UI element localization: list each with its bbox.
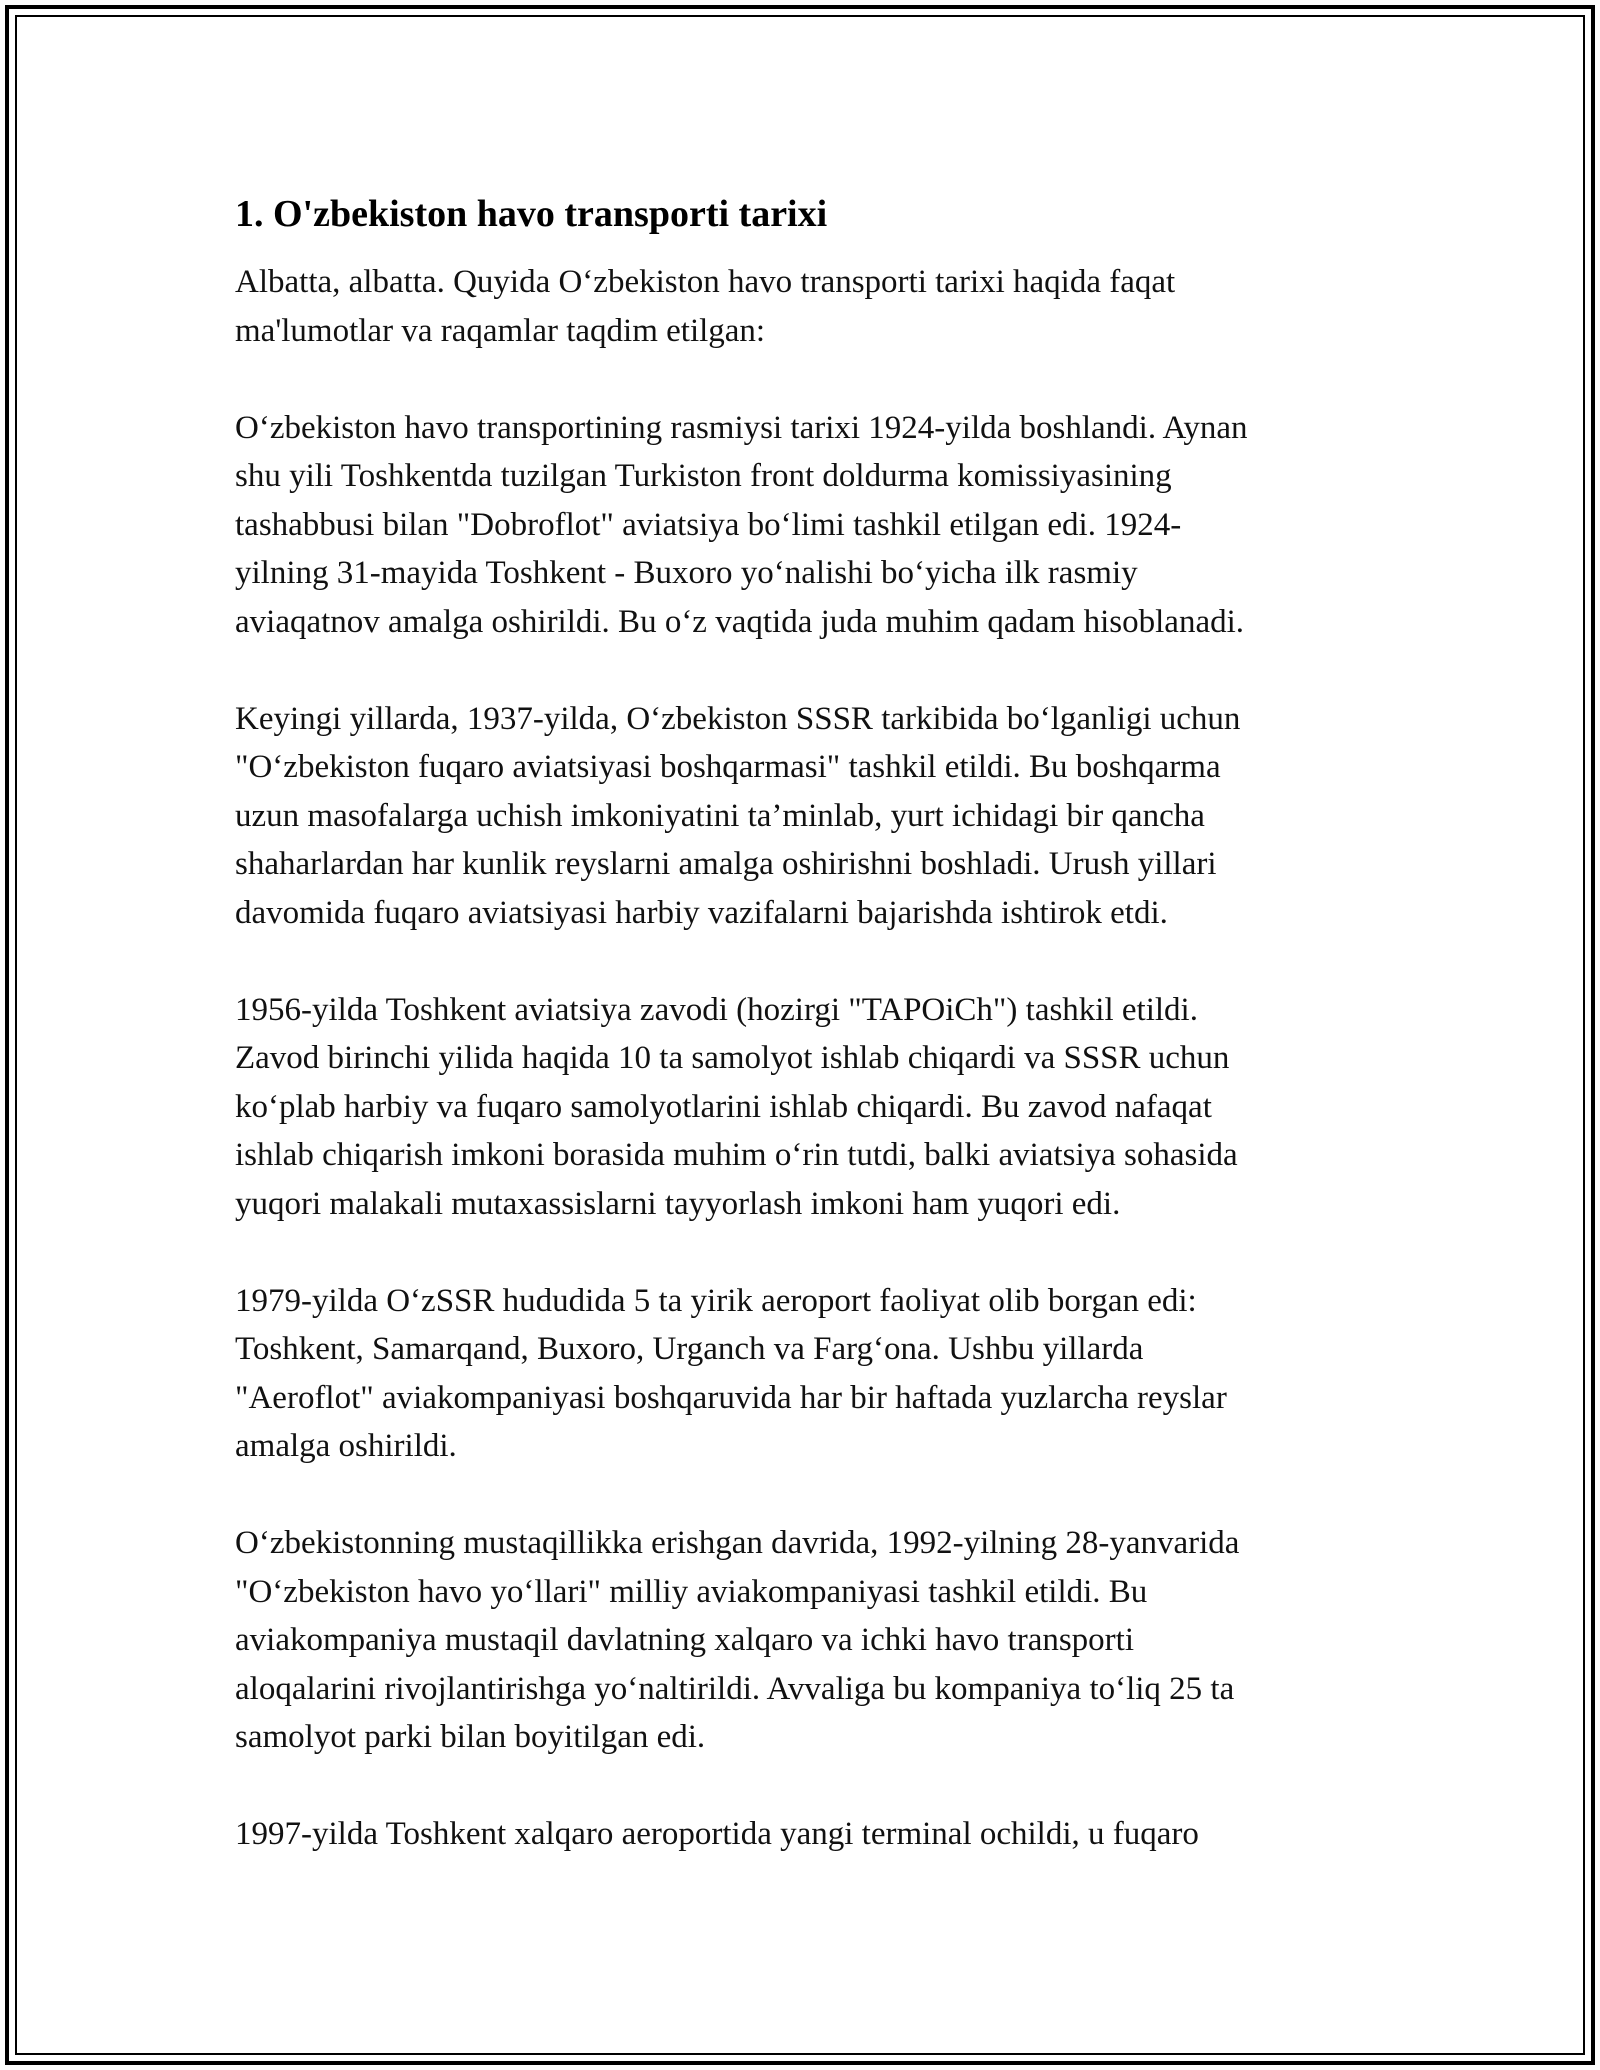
text-line: ishlab chiqarish imkoni borasida muhim o‘rin tutdi, balki aviatsiya sohasida	[235, 1137, 1238, 1173]
paragraph-1937	[235, 695, 1375, 938]
text-line: "O‘zbekiston havo yo‘llari" milliy aviakompaniyasi tashkil etildi. Bu	[235, 1573, 1148, 1610]
text-line: O‘zbekiston havo transportining rasmiysi tarixi 1924-yilda boshlandi. Aynan	[235, 409, 1248, 446]
text-line: "O‘zbekiston fuqaro aviatsiyasi boshqarmasi" tashkil etildi. Bu boshqarma	[235, 749, 1221, 785]
section-heading: 1. O'zbekiston havo transporti tarixi	[235, 193, 828, 235]
paragraph-1997	[235, 1810, 1375, 1859]
document-body	[235, 188, 1375, 1859]
text-line: yuqori malakali mutaxassislarni tayyorlash imkoni ham yuqori edi.	[235, 1185, 1121, 1222]
text-line: O‘zbekistonning mustaqillikka erishgan davrida, 1992-yilning 28-yanvarida	[235, 1525, 1240, 1561]
text-line: samolyot parki bilan boyitilgan edi.	[235, 1719, 706, 1755]
text-line: ko‘plab harbiy va fuqaro samolyotlarini ishlab chiqardi. Bu zavod nafaqat	[235, 1088, 1212, 1125]
paragraph-1992	[235, 1519, 1375, 1762]
text-line: Albatta, albatta. Quyida O‘zbekiston havo transporti tarixi haqida faqat	[235, 264, 1176, 300]
text-line: shu yili Toshkentda tuzilgan Turkiston front doldurma komissiyasining	[235, 458, 1172, 494]
text-line: Keyingi yillarda, 1937-yilda, O‘zbekiston SSSR tarkibida bo‘lganligi uchun	[235, 700, 1241, 737]
text-line: aviakompaniya mustaqil davlatning xalqaro va ichki havo transporti	[235, 1622, 1135, 1658]
text-line: tashabbusi bilan "Dobroflot" aviatsiya bo‘limi tashkil etilgan edi. 1924-	[235, 506, 1182, 543]
text-line: yilning 31-mayida Toshkent - Buxoro yo‘nalishi bo‘yicha ilk rasmiy	[235, 555, 1138, 591]
text-line: davomida fuqaro aviatsiyasi harbiy vazifalarni bajarishda ishtirok etdi.	[235, 894, 1168, 931]
text-line: amalga oshirildi.	[235, 1428, 457, 1464]
text-line: 1997-yilda Toshkent xalqaro aeroportida yangi terminal ochildi, u fuqaro	[235, 1816, 1199, 1852]
text-line: "Aeroflot" aviakompaniyasi boshqaruvida har bir haftada yuzlarcha reyslar	[235, 1379, 1227, 1416]
text-line: Zavod birinchi yilida haqida 10 ta samolyot ishlab chiqardi va SSSR uchun	[235, 1040, 1230, 1076]
text-line: 1956-yilda Toshkent aviatsiya zavodi (hozirgi "TAPOiCh") tashkil etildi.	[235, 991, 1198, 1028]
text-line: shaharlardan har kunlik reyslarni amalga oshirishni boshladi. Urush yillari	[235, 846, 1217, 882]
paragraph-1979	[235, 1277, 1375, 1471]
text-line: ma'lumotlar va raqamlar taqdim etilgan:	[235, 312, 766, 349]
text-line: aviaqatnov amalga oshirildi. Bu o‘z vaqtida juda muhim qadam hisoblanadi.	[235, 603, 1245, 640]
paragraph-intro	[235, 258, 1375, 355]
paragraph-1956	[235, 986, 1375, 1229]
text-line: 1979-yilda O‘zSSR hududida 5 ta yirik aeroport faoliyat olib borgan edi:	[235, 1282, 1197, 1319]
text-line: Toshkent, Samarqand, Buxoro, Urganch va Farg‘ona. Ushbu yillarda	[235, 1331, 1144, 1367]
text-line: uzun masofalarga uchish imkoniyatini ta’minlab, yurt ichidagi bir qancha	[235, 797, 1205, 834]
paragraph-1924	[235, 404, 1375, 647]
text-line: aloqalarini rivojlantirishga yo‘naltirildi. Avvaliga bu kompaniya to‘liq 25 ta	[235, 1670, 1235, 1707]
